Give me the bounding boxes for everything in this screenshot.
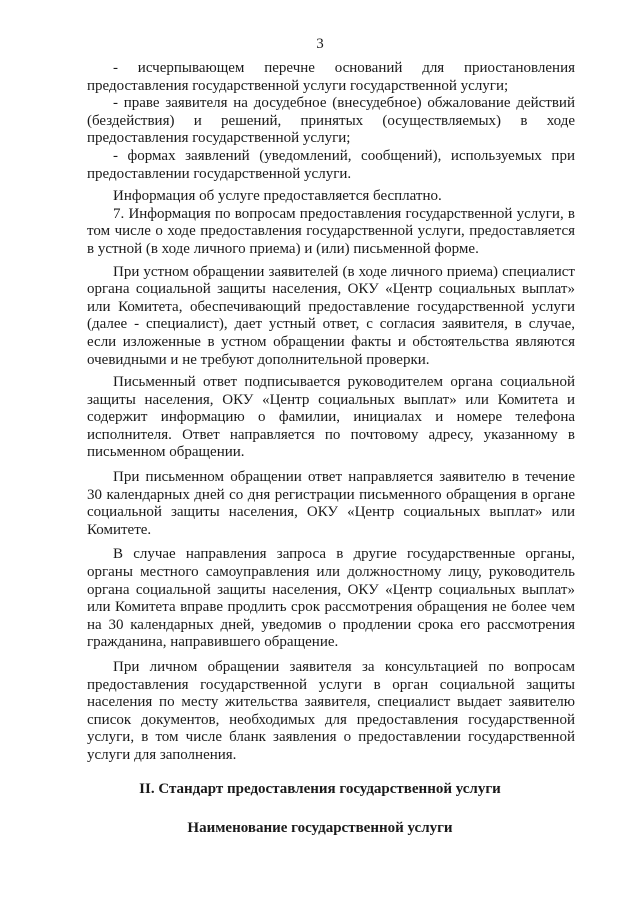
body-text: [87, 60, 575, 765]
paragraph: - праве заявителя на досудебное (внесудебное) обжалование действий (бездействия) и решений, принятых (осуществляемых) в ходе предоставления государственной услуги;: [87, 95, 575, 147]
page-number: 3: [316, 36, 324, 52]
paragraph: При письменном обращении ответ направляется заявителю в течение 30 календарных дней со дня регистрации письменного обращения в органе социальной защиты населения, ОКУ «Центр социальных выплат» или Комитете.: [87, 469, 575, 538]
paragraph: При личном обращении заявителя за консультацией по вопросам предоставления государственной услуги в орган социальной защиты населения по месту жительства заявителя, специалист выдает заявителю список документов, необходимых для предоставления государственной услуги, в том числе бланк заявления о предоставлении государственной услуги для заполнения.: [87, 659, 575, 763]
paragraph: 7. Информация по вопросам предоставления государственной услуги, в том числе о ходе предоставления государственной услуги, предоставляется в устной (в ходе личного приема) и (или) письменной форме.: [87, 205, 575, 257]
paragraph: - формах заявлений (уведомлений, сообщений), используемых при предоставлении государственной услуги.: [87, 147, 575, 182]
paragraph: Письменный ответ подписывается руководителем органа социальной защиты населения, ОКУ «Центр социальных выплат» или Комитета и содержит информацию о фамилии, инициалах и номере телефона исполнителя. Ответ направляется по почтовому адресу, указанному в письменном обращении.: [87, 374, 575, 461]
subheading: Наименование государственной услуги: [187, 820, 453, 836]
paragraph: Информация об услуге предоставляется бесплатно.: [113, 188, 442, 205]
section-heading: II. Стандарт предоставления государственной услуги: [139, 781, 501, 797]
paragraph: В случае направления запроса в другие государственные органы, органы местного самоуправления или должностному лицу, руководитель органа социальной защиты населения, ОКУ «Центр социальных выплат» или Комитета вправе продлить срок рассмотрения обращения не более чем на 30 календарных дней, уведомив о продлении срока его рассмотрения гражданина, направившего обращение.: [87, 546, 575, 651]
paragraph: При устном обращении заявителей (в ходе личного приема) специалист органа социальной защиты населения, ОКУ «Центр социальных выплат» или Комитета, обеспечивающий предоставление государственной услуги (далее - специалист), дает устный ответ, с согласия заявителя, в случае, если изложенные в устном обращении факты и обстоятельства являются очевидными и не требуют дополнительной проверки.: [87, 263, 575, 368]
paragraph: - исчерпывающем перечне оснований для приостановления предоставления государственной услуги государственной услуги;: [87, 60, 575, 94]
